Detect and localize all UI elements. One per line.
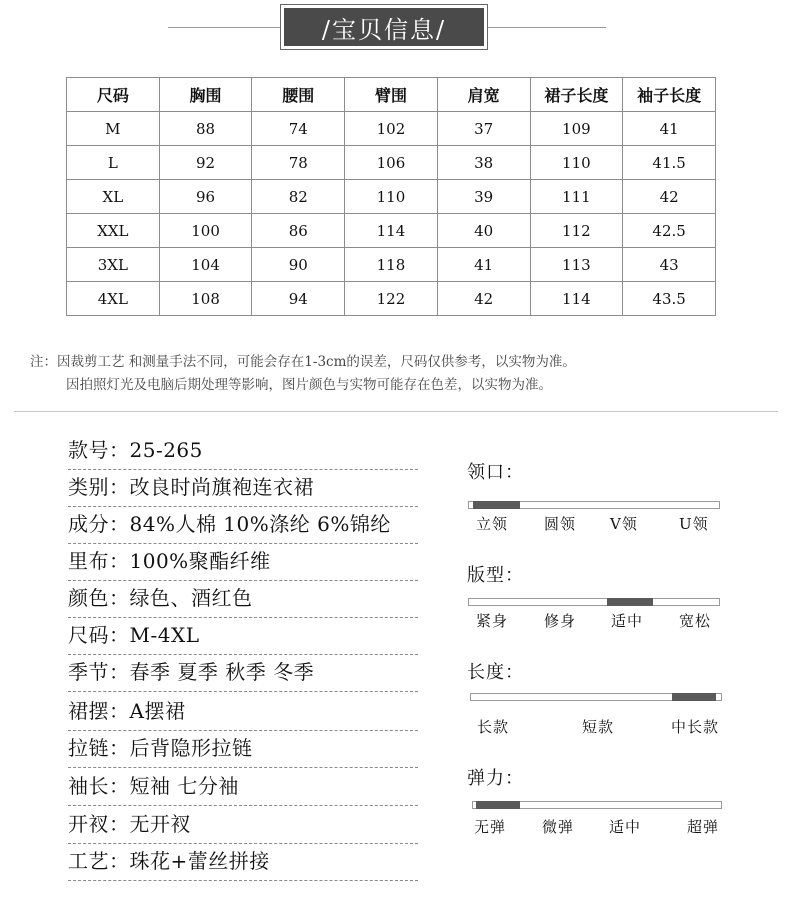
spec-value: A摆裙 <box>129 699 186 723</box>
fit-title: 版型： <box>467 565 524 586</box>
size-table-header <box>67 78 716 112</box>
spec-value: M-4XL <box>129 623 200 647</box>
table-cell: 82 <box>252 180 345 214</box>
table-cell: 40 <box>437 214 530 248</box>
length-indicator <box>672 693 716 701</box>
collar-indicator <box>473 501 520 509</box>
table-cell: 92 <box>159 146 252 180</box>
table-cell: 4XL <box>67 282 160 316</box>
table-cell: 111 <box>530 180 623 214</box>
collar-option: 圆领 <box>544 515 577 533</box>
collar-title: 领口： <box>467 462 524 483</box>
table-cell: 114 <box>530 282 623 316</box>
fit-bar <box>468 598 720 606</box>
spec-color <box>68 581 418 618</box>
table-cell: 118 <box>345 248 438 282</box>
title-left-line <box>168 27 280 28</box>
fit-option: 修身 <box>544 612 577 630</box>
fit-option: 宽松 <box>679 612 712 630</box>
table-row <box>67 248 716 282</box>
spec-value: 25-265 <box>129 438 203 462</box>
spec-style-number <box>68 433 418 470</box>
table-cell: 94 <box>252 282 345 316</box>
table-cell: 42 <box>437 282 530 316</box>
column-header: 肩宽 <box>437 78 530 112</box>
table-cell: 90 <box>252 248 345 282</box>
spec-sleeve <box>68 769 418 806</box>
fit-option: 适中 <box>611 612 644 630</box>
spec-label: 拉链： <box>68 736 130 760</box>
column-header: 尺码 <box>67 78 160 112</box>
spec-value: 100%聚酯纤维 <box>129 549 271 573</box>
table-cell: 109 <box>530 112 623 146</box>
spec-value: 无开衩 <box>129 812 191 836</box>
spec-material <box>68 507 418 544</box>
table-cell: 114 <box>345 214 438 248</box>
section-title: /宝贝信息/ <box>284 8 484 46</box>
collar-option: V领 <box>610 515 638 533</box>
table-cell: 43.5 <box>623 282 716 316</box>
spec-label: 类别： <box>68 475 130 499</box>
table-cell: 122 <box>345 282 438 316</box>
spec-lining <box>68 544 418 581</box>
fit-indicator <box>607 598 653 606</box>
spec-label: 成分： <box>68 512 130 536</box>
table-cell: 41 <box>437 248 530 282</box>
table-cell: 37 <box>437 112 530 146</box>
spec-label: 工艺： <box>68 849 130 873</box>
table-cell: 42.5 <box>623 214 716 248</box>
table-row <box>67 214 716 248</box>
table-cell: 86 <box>252 214 345 248</box>
title-right-line <box>488 27 606 28</box>
spec-size <box>68 618 418 655</box>
spec-label: 款号： <box>68 438 130 462</box>
size-table <box>66 77 716 316</box>
table-row <box>67 282 716 316</box>
spec-season <box>68 655 418 692</box>
spec-value: 84%人棉 10%涤纶 6%锦纶 <box>129 512 391 536</box>
table-cell: 102 <box>345 112 438 146</box>
elasticity-indicator <box>476 801 520 809</box>
spec-label: 颜色： <box>68 586 130 610</box>
table-cell: 38 <box>437 146 530 180</box>
table-cell: 110 <box>530 146 623 180</box>
spec-value: 后背隐形拉链 <box>129 736 253 760</box>
table-cell: 41 <box>623 112 716 146</box>
table-cell: 110 <box>345 180 438 214</box>
column-header: 裙子长度 <box>530 78 623 112</box>
elasticity-option: 微弹 <box>542 818 575 836</box>
spec-slit <box>68 807 418 844</box>
table-cell: XXL <box>67 214 160 248</box>
table-row <box>67 146 716 180</box>
collar-option: 立领 <box>476 515 509 533</box>
spec-craft <box>68 844 418 881</box>
table-cell: 43 <box>623 248 716 282</box>
length-option: 短款 <box>582 718 615 736</box>
spec-zipper <box>68 731 418 768</box>
collar-bar <box>468 501 720 509</box>
color-note: 因拍照灯光及电脑后期处理等影响，图片颜色与实物可能存在色差，以实物为准。 <box>66 377 552 393</box>
spec-label: 开衩： <box>68 812 130 836</box>
column-header: 袖子长度 <box>623 78 716 112</box>
size-note: 注：因裁剪工艺 和测量手法不同，可能会存在1-3cm的误差，尺码仅供参考，以实物为准。 <box>30 354 576 370</box>
length-option: 中长款 <box>671 718 720 736</box>
table-cell: 41.5 <box>623 146 716 180</box>
table-cell: 100 <box>159 214 252 248</box>
table-cell: 39 <box>437 180 530 214</box>
table-row <box>67 180 716 214</box>
spec-value: 短袖 七分袖 <box>129 774 239 798</box>
length-bar <box>470 693 722 701</box>
spec-label: 袖长： <box>68 774 130 798</box>
elasticity-title: 弹力： <box>467 768 524 789</box>
length-title: 长度： <box>467 662 524 683</box>
table-cell: M <box>67 112 160 146</box>
table-cell: 108 <box>159 282 252 316</box>
spec-label: 里布： <box>68 549 130 573</box>
spec-label: 裙摆： <box>68 699 130 723</box>
spec-label: 季节： <box>68 660 130 684</box>
table-cell: L <box>67 146 160 180</box>
elasticity-option: 超弹 <box>687 818 720 836</box>
spec-value: 绿色、酒红色 <box>129 586 253 610</box>
table-cell: 42 <box>623 180 716 214</box>
spec-label: 尺码： <box>68 623 130 647</box>
table-cell: XL <box>67 180 160 214</box>
table-cell: 104 <box>159 248 252 282</box>
column-header: 臂围 <box>345 78 438 112</box>
table-cell: 88 <box>159 112 252 146</box>
table-cell: 113 <box>530 248 623 282</box>
spec-value: 春季 夏季 秋季 冬季 <box>129 660 315 684</box>
collar-option: U领 <box>679 515 709 533</box>
table-cell: 106 <box>345 146 438 180</box>
section-divider <box>14 411 778 412</box>
column-header: 腰围 <box>252 78 345 112</box>
column-header: 胸围 <box>159 78 252 112</box>
table-row <box>67 112 716 146</box>
length-option: 长款 <box>477 718 510 736</box>
spec-value: 改良时尚旗袍连衣裙 <box>129 475 314 499</box>
table-cell: 78 <box>252 146 345 180</box>
table-cell: 74 <box>252 112 345 146</box>
table-cell: 3XL <box>67 248 160 282</box>
elasticity-bar <box>472 801 722 809</box>
spec-category <box>68 470 418 507</box>
spec-value: 珠花+蕾丝拼接 <box>129 849 270 873</box>
elasticity-option: 适中 <box>609 818 642 836</box>
fit-option: 紧身 <box>476 612 509 630</box>
section-title-box <box>280 4 488 50</box>
table-cell: 112 <box>530 214 623 248</box>
elasticity-option: 无弹 <box>474 818 507 836</box>
table-cell: 96 <box>159 180 252 214</box>
spec-hem <box>68 694 418 731</box>
